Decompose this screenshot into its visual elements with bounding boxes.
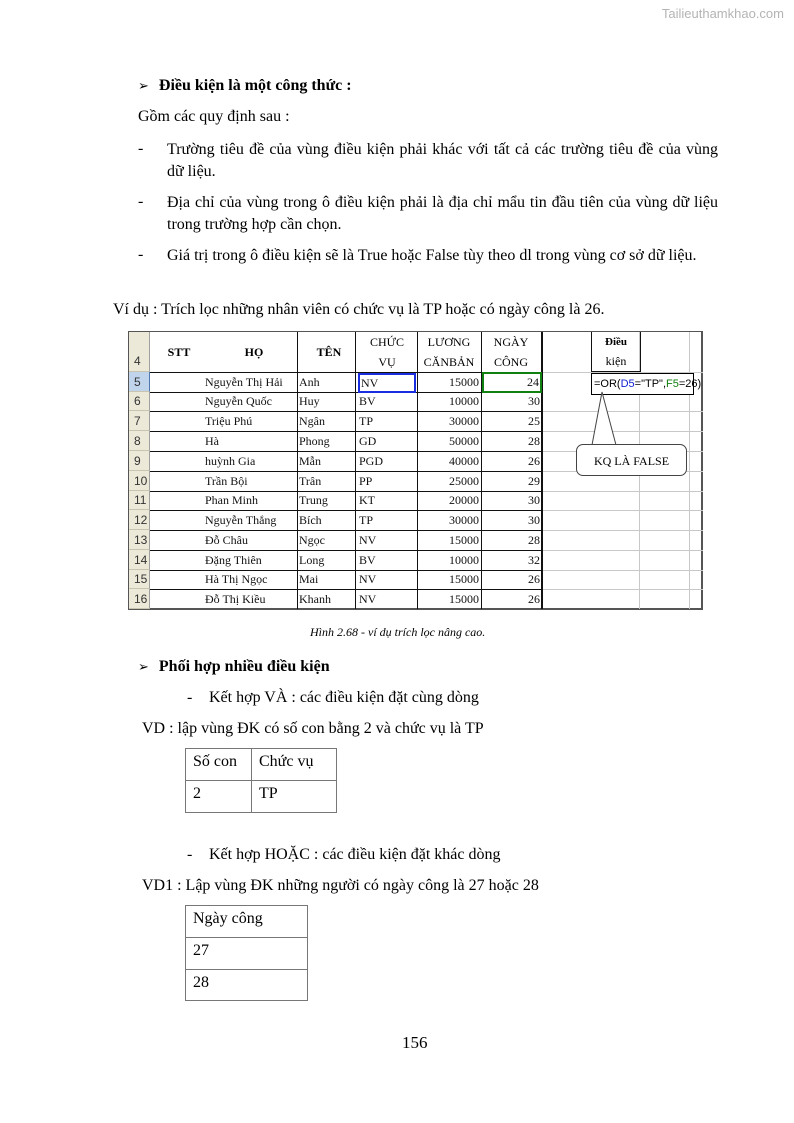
dash-icon: -: [187, 689, 193, 706]
cell-ten[interactable]: Anh: [299, 375, 320, 389]
header-dieukien-1: Điều: [605, 336, 627, 348]
cell-ngaycong[interactable]: 26: [528, 572, 540, 586]
or-table-header: Ngày công: [186, 906, 308, 938]
cell-ten[interactable]: Huy: [299, 394, 320, 408]
cell-luong[interactable]: 25000: [449, 474, 479, 488]
row-header-12[interactable]: 12: [129, 510, 150, 530]
cell-luong[interactable]: 40000: [449, 454, 479, 468]
formula-suffix: =26): [678, 378, 702, 390]
row-header-11[interactable]: 11: [129, 491, 150, 510]
callout-pointer-icon: [580, 390, 640, 446]
formula-prefix: =OR(: [594, 378, 621, 390]
cell-chucvu-selected[interactable]: NV: [358, 373, 416, 393]
cell-luong[interactable]: 15000: [449, 375, 479, 389]
watermark: Tailieuthamkhao.com: [661, 6, 784, 21]
row-header-9[interactable]: 9: [129, 451, 150, 471]
cell-luong[interactable]: 50000: [449, 434, 479, 448]
cell-ho[interactable]: Trần Bội: [205, 474, 248, 488]
cell-ten[interactable]: Ngọc: [299, 533, 325, 547]
cell-chucvu[interactable]: PGD: [359, 454, 384, 468]
and-table-header-socon: Số con: [186, 749, 252, 781]
cell-chucvu[interactable]: NV: [359, 533, 377, 547]
cell-luong[interactable]: 20000: [449, 493, 479, 507]
dash-icon: -: [138, 246, 144, 263]
cell-ho[interactable]: Hà: [205, 434, 219, 448]
cell-chucvu[interactable]: TP: [359, 513, 374, 527]
cell-ngaycong[interactable]: 30: [528, 513, 540, 527]
and-table-cell-socon: 2: [186, 781, 252, 813]
cell-ngaycong[interactable]: 32: [528, 553, 540, 567]
heading-text: Điều kiện là một công thức :: [158, 77, 352, 94]
header-luong-1: LƯƠNG: [427, 335, 471, 349]
and-table-cell-chucvu: TP: [252, 781, 337, 813]
cell-ten[interactable]: Mai: [299, 572, 319, 586]
arrow-bullet-icon: ➢: [138, 660, 149, 675]
dash-icon: -: [187, 846, 193, 863]
cell-ho[interactable]: huỳnh Gia: [205, 454, 256, 468]
bullet-text: Địa chỉ của vùng trong ô điều kiện phải là địa chỉ mẩu tin đầu tiên của vùng dữ liệu trong trường hợp cần chọn.: [167, 194, 718, 233]
cell-ho[interactable]: Nguyễn Thị Hải: [205, 375, 283, 389]
cell-ten[interactable]: Trân: [299, 474, 322, 488]
cell-ho[interactable]: Hà Thị Ngọc: [205, 572, 268, 586]
cell-ten[interactable]: Khanh: [299, 592, 331, 606]
or-example: VD1 : Lập vùng ĐK những người có ngày công là 27 hoặc 28: [142, 877, 539, 894]
dash-icon: -: [138, 193, 144, 210]
header-chucvu-1: CHỨC: [370, 335, 404, 349]
heading-text: Phối hợp nhiều điều kiện: [158, 658, 330, 675]
cell-chucvu[interactable]: BV: [359, 553, 376, 567]
dash-icon: -: [138, 140, 144, 157]
header-dieukien-2: kiện: [605, 354, 627, 368]
cell-ngaycong[interactable]: 30: [528, 394, 540, 408]
and-example: VD : lập vùng ĐK có số con bằng 2 và chức vụ là TP: [142, 720, 484, 737]
cell-ho[interactable]: Triệu Phú: [205, 414, 253, 428]
or-criteria-table: [185, 905, 308, 1001]
cell-ho[interactable]: Đỗ Châu: [205, 533, 248, 547]
cell-ngaycong[interactable]: 28: [528, 533, 540, 547]
figure-caption: Hình 2.68 - ví dụ trích lọc nâng cao.: [310, 625, 486, 639]
cell-ho[interactable]: Đỗ Thị Kiều: [205, 592, 266, 606]
cell-ho[interactable]: Nguyễn Thắng: [205, 513, 277, 527]
row-header-10[interactable]: 10: [129, 471, 150, 491]
cell-ten[interactable]: Ngân: [299, 414, 325, 428]
cell-ten[interactable]: Trung: [299, 493, 328, 507]
cell-ten[interactable]: Phong: [299, 434, 330, 448]
or-table-cell: 28: [186, 970, 308, 1001]
and-table-header-chucvu: Chức vụ: [252, 749, 337, 781]
formula-ref-f5: F5: [666, 378, 679, 390]
row-header-13[interactable]: 13: [129, 530, 150, 550]
cell-ngaycong[interactable]: 29: [528, 474, 540, 488]
and-criteria-table: [185, 748, 337, 813]
bullet-text: Giá trị trong ô điều kiện sẽ là True hoặc False tùy theo dl trong vùng cơ sở dữ liệu.: [167, 247, 697, 264]
section-heading-formula: [138, 76, 352, 97]
header-ten: TÊN: [316, 345, 342, 359]
formula-mid: ="TP",: [634, 378, 667, 390]
formula-ref-d5: D5: [620, 378, 635, 390]
bullet-text: Trường tiêu đề của vùng điều kiện phải khác với tất cả các trường tiêu đề của vùng dữ liệu.: [167, 141, 718, 180]
section-heading-combine: [138, 657, 330, 678]
cell-ho[interactable]: Phan Minh: [205, 493, 259, 507]
intro-text: Gồm các quy định sau :: [138, 108, 290, 125]
example-text: Ví dụ : Trích lọc những nhân viên có chức vụ là TP hoặc có ngày công là 26.: [113, 301, 605, 318]
row-header-5[interactable]: 5: [129, 372, 150, 392]
cell-ho[interactable]: Nguyễn Quốc: [205, 394, 272, 408]
row-header-16[interactable]: 16: [129, 589, 150, 609]
and-item: [187, 688, 479, 708]
cell-ten[interactable]: Long: [299, 553, 325, 567]
and-item-text: Kết hợp VÀ : các điều kiện đặt cùng dòng: [209, 689, 479, 706]
page-number: 156: [402, 1033, 428, 1052]
row-header-14[interactable]: 14: [129, 550, 150, 570]
cell-ngaycong[interactable]: 28: [528, 434, 540, 448]
row-header-4[interactable]: 4: [129, 332, 150, 372]
callout-result: KQ LÀ FALSE: [576, 444, 687, 476]
cell-chucvu[interactable]: NV: [359, 572, 377, 586]
cell-luong[interactable]: 15000: [449, 592, 479, 606]
header-luong-2: CĂNBẢN: [423, 355, 475, 369]
row-header-7[interactable]: 7: [129, 411, 150, 431]
header-ho: HỌ: [244, 345, 264, 359]
arrow-bullet-icon: ➢: [138, 79, 149, 94]
cell-chucvu[interactable]: TP: [359, 414, 374, 428]
cell-chucvu[interactable]: BV: [359, 394, 376, 408]
cell-ngaycong-selected[interactable]: 24: [482, 372, 542, 393]
cell-luong[interactable]: 15000: [449, 533, 479, 547]
row-header-8[interactable]: 8: [129, 431, 150, 451]
cell-ngaycong[interactable]: 26: [528, 592, 540, 606]
cell-ten[interactable]: Mẫn: [299, 454, 321, 468]
cell-ten[interactable]: Bích: [299, 513, 322, 527]
cell-luong[interactable]: 10000: [449, 553, 479, 567]
or-item-text: Kết hợp HOẶC : các điều kiện đặt khác dòng: [209, 846, 501, 863]
cell-luong[interactable]: 15000: [449, 572, 479, 586]
cell-ho[interactable]: Đặng Thiên: [205, 553, 262, 567]
cell-chucvu[interactable]: GD: [359, 434, 377, 448]
header-chucvu-2: VỤ: [378, 355, 396, 369]
cell-ngaycong[interactable]: 26: [528, 454, 540, 468]
header-ngaycong-1: NGÀY: [493, 335, 529, 349]
cell-chucvu[interactable]: PP: [359, 474, 373, 488]
or-item: [187, 845, 501, 865]
row-header-15[interactable]: 15: [129, 570, 150, 589]
condition-header-cell: [591, 332, 641, 372]
or-table-cell: 27: [186, 938, 308, 970]
cell-luong[interactable]: 10000: [449, 394, 479, 408]
row-header-6[interactable]: 6: [129, 392, 150, 411]
cell-luong[interactable]: 30000: [449, 513, 479, 527]
header-stt: STT: [167, 345, 191, 359]
header-ngaycong-2: CÔNG: [493, 355, 528, 369]
cell-ngaycong[interactable]: 25: [528, 414, 540, 428]
cell-chucvu[interactable]: KT: [359, 493, 375, 507]
cell-ngaycong[interactable]: 30: [528, 493, 540, 507]
cell-chucvu[interactable]: NV: [359, 592, 377, 606]
cell-luong[interactable]: 30000: [449, 414, 479, 428]
